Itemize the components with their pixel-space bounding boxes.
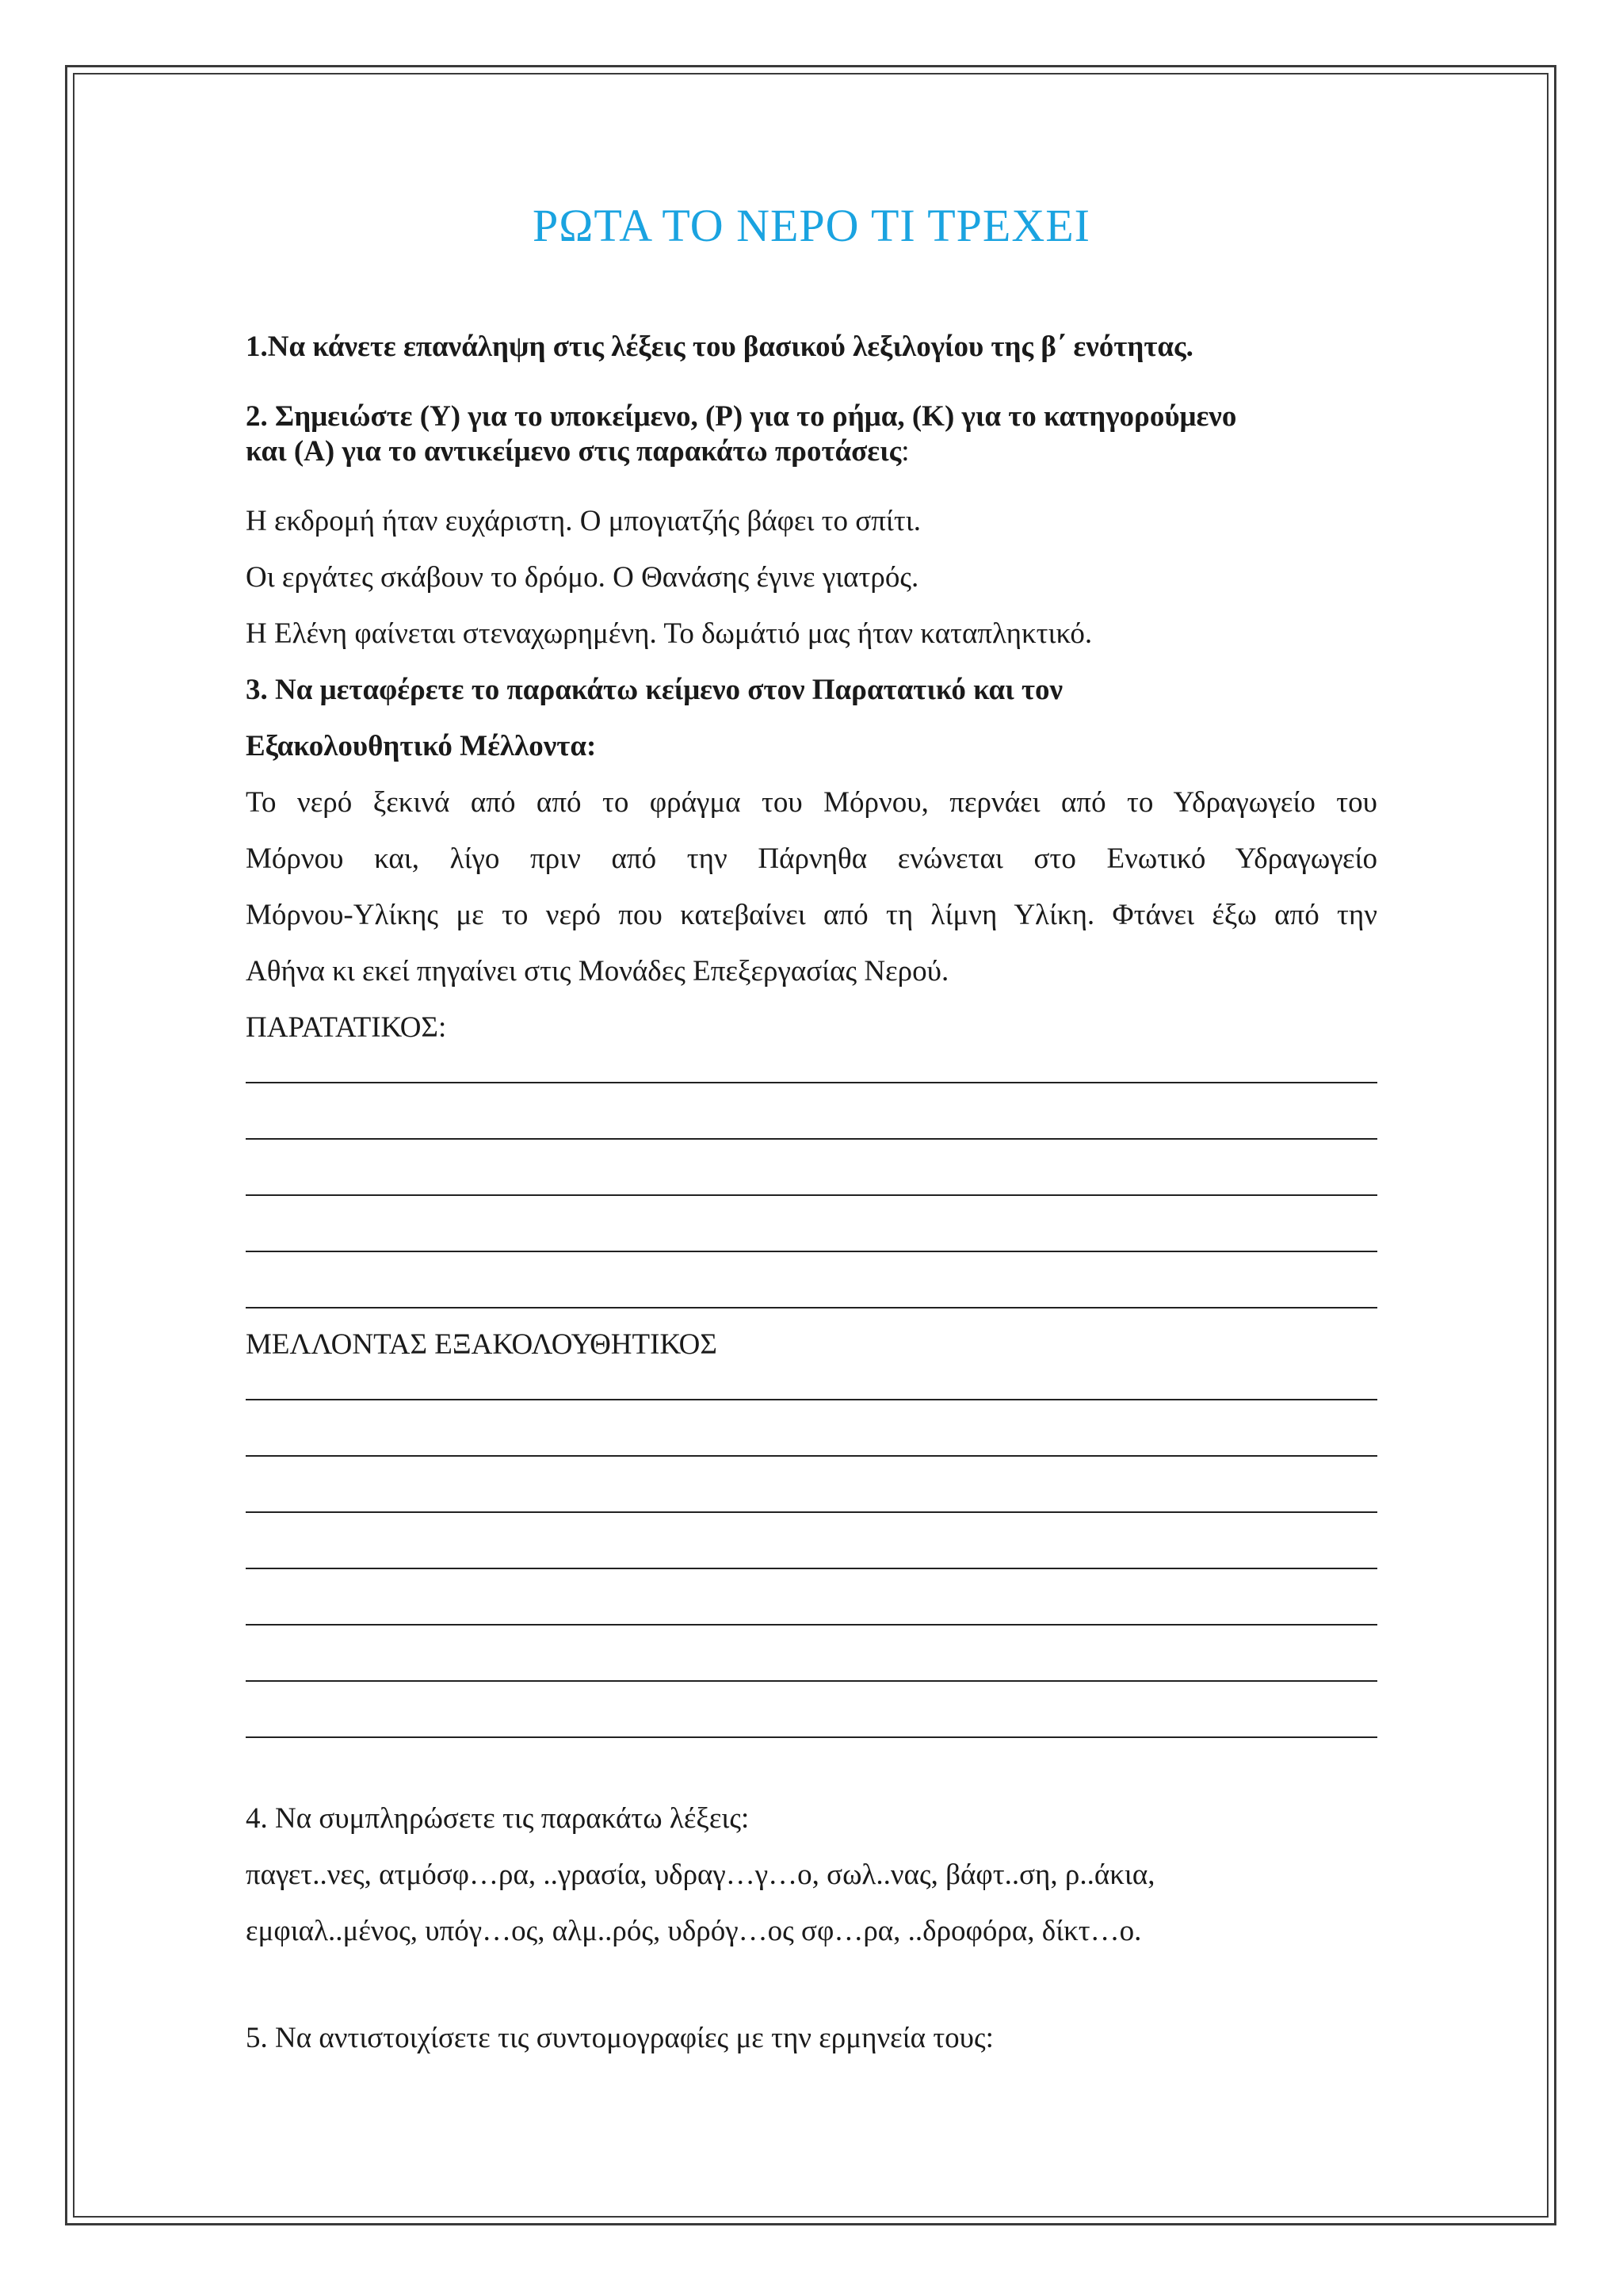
answer-line[interactable] [246,1624,1377,1626]
question-4-words-line-1: παγετ..νες, ατμόσφ…ρα, ..γρασία, υδραγ…γ…ο, σωλ..νας, βάφτ..ση, ρ..άκια, [246,1859,1155,1891]
worksheet [246,194,1377,2058]
answer-line[interactable] [246,1399,1377,1400]
answer-line[interactable] [246,1082,1377,1083]
answer-line[interactable] [246,1251,1377,1252]
answer-line[interactable] [246,1680,1377,1682]
question-2-colon: : [901,435,910,468]
answer-line[interactable] [246,1138,1377,1140]
answer-line[interactable] [246,1307,1377,1308]
imperfect-label: ΠΑΡΑΤΑΤΙΚΟΣ: [246,1011,447,1044]
answer-line[interactable] [246,1455,1377,1457]
sentence-1: Η εκδρομή ήταν ευχάριστη. Ο μπογιατζής βάφει το σπίτι. [246,505,921,537]
question-4-words-line-2: εμφιαλ..μένος, υπόγ…ος, αλμ..ρός, υδρόγ…ος σφ…ρα, ..δροφόρα, δίκτ…ο. [246,1915,1142,1947]
question-5: 5. Να αντιστοιχίσετε τις συντομογραφίες με την ερμηνεία τους: [246,2022,994,2054]
answer-line[interactable] [246,1194,1377,1196]
passage-line-2: Μόρνου και, λίγο πριν από την Πάρνηθα ενώνεται στο Ενωτικό Υδραγωγείο [246,842,1377,875]
question-2-line-2-text: και (Α) για το αντικείμενο στις παρακάτω προτάσεις [246,435,902,468]
question-2-line-2 [246,432,1377,472]
question-1: 1.Να κάνετε επανάληψη στις λέξεις του βασικού λεξιλογίου της β΄ ενότητας. [246,330,1193,363]
answer-line[interactable] [246,1511,1377,1513]
question-3-line-2: Εξακολουθητικό Μέλλοντα: [246,730,597,762]
sentence-2: Οι εργάτες σκάβουν το δρόμο. Ο Θανάσης έγινε γιατρός. [246,561,919,594]
answer-line[interactable] [246,1568,1377,1569]
sentence-3: Η Ελένη φαίνεται στεναχωρημένη. Το δωμάτιό μας ήταν καταπληκτικό. [246,617,1093,650]
passage-line-1: Το νερό ξεκινά από από το φράγμα του Μόρνου, περνάει από το Υδραγωγείο του [246,786,1377,819]
passage-line-4: Αθήνα κι εκεί πηγαίνει στις Μονάδες Επεξεργασίας Νερού. [246,955,949,988]
imperfect-answer-lines [246,1082,1377,1308]
question-3-line-1: 3. Να μεταφέρετε το παρακάτω κείμενο στον Παρατατικό και τον [246,674,1063,706]
future-label: ΜΕΛΛΟΝΤΑΣ ΕΞΑΚΟΛΟΥΘΗΤΙΚΟΣ [246,1328,717,1361]
answer-line[interactable] [246,1736,1377,1738]
worksheet-title: ΡΩΤΑ ΤΟ ΝΕΡΟ ΤΙ ΤΡΕΧΕΙ [533,200,1090,251]
future-answer-lines [246,1399,1377,1738]
question-4-prompt: 4. Να συμπληρώσετε τις παρακάτω λέξεις: [246,1802,750,1835]
passage-line-3: Μόρνου-Υλίκης με το νερό που κατεβαίνει από τη λίμνη Υλίκη. Φτάνει έξω από την [246,899,1377,931]
question-2-line-1: 2. Σημειώστε (Υ) για το υποκείμενο, (Ρ) για το ρήμα, (Κ) για το κατηγορούμενο [246,400,1237,433]
